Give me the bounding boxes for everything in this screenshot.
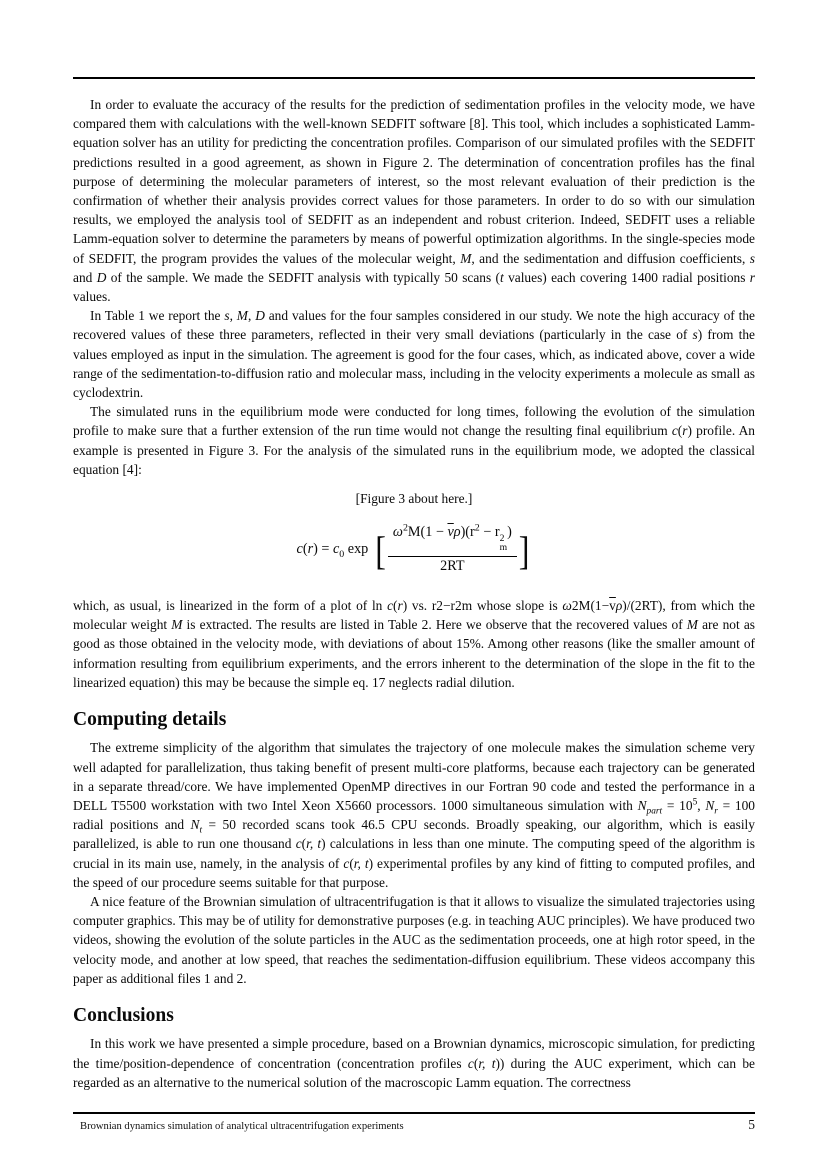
page-body xyxy=(73,95,755,1092)
equilibrium-equation xyxy=(73,522,755,575)
equation-fraction xyxy=(388,522,517,575)
equation-lhs: $c(r) = c_0$ exp xyxy=(296,541,369,561)
paragraph-equilibrium-runs: The simulated runs in the equilibrium mode were conducted for long times, following the evolution of the simulation profile to make sure that a further extension of the run time would not change the resulting final equilibrium c(r) profile. An example is presented in Figure 3. For the analysis of the simulated runs in the equilibrium mode, we adopted the classical equation [4]: xyxy=(73,404,756,477)
footer-running-title: Brownian dynamics simulation of analytical ultracentrifugation experiments xyxy=(80,1121,404,1132)
paragraph-parallelization: The extreme simplicity of the algorithm that simulates the trajectory of one molecule makes the simulation scheme very well adapted for parallelization, thus taking benefit of present multi-core platforms, because each trajectory can be generated in a separate thread/core. We have implemented OpenMP directives in our Fortran 90 code and tested the performance in a DELL T5500 workstation with two Intel Xeon X5660 processors. 1000 simultaneous simulation with $N_{part} = 10^5$, $N_r = 100$ radial positions and $N_t = 50$ recorded scans took 46.5 CPU seconds. Broadly speaking, our algorithm, which is easily parallelized, is able to run one thousand c(r, t) calculations in less than one minute. The computing speed of the algorithm is crucial in its main use, namely, in the analysis of c(r, t) experimental profiles by any kind of fitting to computed profiles, and the speed of our procedure seems suitable for that purpose. xyxy=(73,740,756,890)
equation-denominator: 2RT xyxy=(440,558,465,575)
equation-left-bracket: [ xyxy=(375,527,386,573)
paragraph-sedfit-validation: In order to evaluate the accuracy of the results for the prediction of sedimentation profiles in the velocity mode, we have compared them with calculations with the well-known SEDFIT software [8]. This tool, which includes a sophisticated Lamm-equation solver has an utility for predicting the concentration profiles. Comparison of our simulated profiles with the SEDFIT predictions resulted in a good agreement, as shown in Figure 2. The determination of concentration profiles has the final purpose of determining the molecular parameters of interest, so the most relevant evaluation of their prediction is the confirmation of whether their analysis provides correct values for those parameters. In order to do so with our simulation results, we employed the analysis tool of SEDFIT as an independent and robust criterion. Indeed, SEDFIT uses a reliable Lamm-equation solver to determine the parameters by means of powerful optimization algorithms. In the single-species mode of SEDFIT, the program provides the values of the molecular weight, M, and the sedimentation and diffusion coefficients, s and D of the sample. We made the SEDFIT analysis with typically 50 scans (t values) each covering 1400 radial positions r values. xyxy=(73,97,756,305)
footer-page-number: 5 xyxy=(748,1117,755,1132)
heading-conclusions: Conclusions xyxy=(73,1004,174,1026)
heading-computing-details: Computing details xyxy=(73,708,227,730)
paragraph-table1-accuracy: In Table 1 we report the s, M, D and values for the four samples considered in our study. We note the high accuracy of the recovered values of these three parameters, reflected in their very small deviations (particularly in the case of s) from the values employed as input in the simulation. The agreement is good for the four cases, which, as indicated above, cover a wide range of the sedimentation-to-diffusion ratio and molecular mass, including in the velocity experiments a molecule as small as cyclodextrin. xyxy=(73,308,755,401)
figure-placeholder: [Figure 3 about here.] xyxy=(355,491,473,507)
header-rule xyxy=(73,77,755,79)
equation-numerator: $\omega^2M(1 - \overline{v}\rho)(r^2 - r$ 2 m ) xyxy=(388,525,517,557)
paragraph-visualization-videos: A nice feature of the Brownian simulation of ultracentrifugation is that it allows to visualize the simulated trajectories using computer graphics. This may be of utility for demonstrative purposes (e.g. in teaching AUC principles). We have produced two videos, showing the evolution of the solute particles in the AUC as the sedimentation proceeds, one at high rotor speed, in the velocity mode, and another at low speed, that reaches the sedimentation-diffusion equilibrium. These videos accompany this paper as additional files 1 and 2. xyxy=(73,893,755,986)
paragraph-linearized-analysis: which, as usual, is linearized in the form of a plot of ln c(r) vs. r2−r2m whose slope is $\omega 2M(1-\overline{v}\rho)/(2RT)$, from which the molecular weight M is extracted. The results are listed in Table 2. Here we observe that the recovered values of M are not as good as those obtained in the velocity mode, with deviations of about 15%. Among other reasons (like the smaller amount of information resulting from equilibrium experiments, and the errors inherent to the determination of the slope in the fit to the linearized equation) this may be because the simple eq. 17 neglects radial dilution. xyxy=(73,597,755,690)
paragraph-conclusions-summary: In this work we have presented a simple procedure, based on a Brownian dynamics, microscopic simulation, for predicting the time/position-dependence of concentration (concentration profiles c(r, t)) during the AUC experiment, which can be regarded as an alternative to the numerical solution of the macroscopic Lamm equation. The correctness xyxy=(73,1036,755,1090)
footer-rule xyxy=(73,1112,755,1114)
equation-right-bracket: ] xyxy=(518,527,530,573)
footer-row xyxy=(73,1117,755,1133)
